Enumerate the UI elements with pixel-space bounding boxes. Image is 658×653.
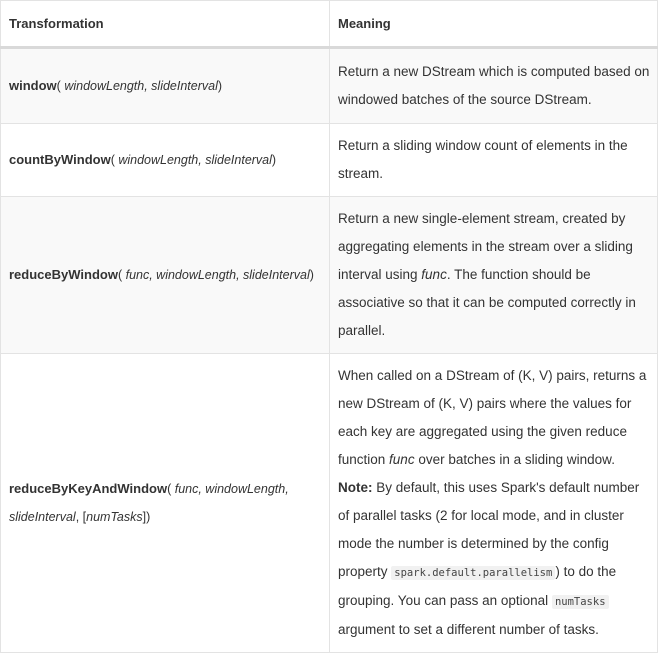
table-header-row: [1, 1, 658, 48]
transformation-cell: [1, 48, 330, 124]
open-paren: (: [117, 268, 126, 282]
transformation-cell: [1, 124, 330, 197]
header-transformation: Transformation: [1, 1, 330, 48]
table-row: [1, 354, 658, 653]
table-row: [1, 197, 658, 354]
function-args: func, windowLength, slideInterval: [125, 268, 310, 282]
meaning-text: . The function should be associative so that it can be computed correctly in parallel.: [338, 267, 636, 338]
meaning-text: By default, this uses Spark's default number of parallel tasks (2 for local mode, and in cluster mode the number is determined by the config property: [338, 480, 640, 579]
func-param: func: [389, 452, 415, 467]
function-name: countByWindow: [9, 152, 111, 167]
close-paren: ): [309, 268, 314, 282]
open-paren: (: [167, 482, 175, 496]
transformation-cell: [1, 197, 330, 354]
meaning-text: argument to set a different number of tasks.: [338, 622, 599, 637]
meaning-cell: [330, 197, 658, 354]
meaning-cell: Return a sliding window count of elements in the stream.: [330, 124, 658, 197]
meaning-text: When called on a DStream of (K, V) pairs, returns a new DStream of (K, V) pairs where the values for each key are aggregated using the given reduce function: [338, 368, 647, 467]
optional-arg: numTasks: [86, 510, 143, 524]
function-name: reduceByWindow: [9, 267, 118, 282]
meaning-cell: Return a new DStream which is computed based on windowed batches of the source DStream.: [330, 48, 658, 124]
meaning-text: over batches in a sliding window.: [414, 452, 615, 467]
open-paren: (: [110, 153, 119, 167]
function-name: window: [9, 78, 57, 93]
num-tasks-code: numTasks: [552, 595, 609, 609]
args-separator: , [: [75, 510, 87, 524]
close-paren: ): [217, 79, 223, 93]
note-label: Note:: [338, 480, 373, 495]
meaning-cell: [330, 354, 658, 653]
function-args: windowLength, slideInterval: [64, 79, 218, 93]
meaning-text: Return a new single-element stream, created by aggregating elements in the stream over a sliding interval using: [338, 211, 633, 282]
func-param: func: [421, 267, 447, 282]
table-row: [1, 124, 658, 197]
close-paren: ): [271, 153, 277, 167]
transformation-cell: [1, 354, 330, 653]
table-row: [1, 48, 658, 124]
header-meaning: Meaning: [330, 1, 658, 48]
close-paren: ]): [142, 510, 151, 524]
function-args: func, windowLength, slideInterval: [9, 482, 289, 524]
meaning-text: ) to do the grouping. You can pass an optional: [338, 564, 617, 608]
function-name: reduceByKeyAndWindow: [9, 481, 168, 496]
config-property-code: spark.default.parallelism: [391, 566, 555, 580]
open-paren: (: [56, 79, 65, 93]
function-args: windowLength, slideInterval: [118, 153, 272, 167]
